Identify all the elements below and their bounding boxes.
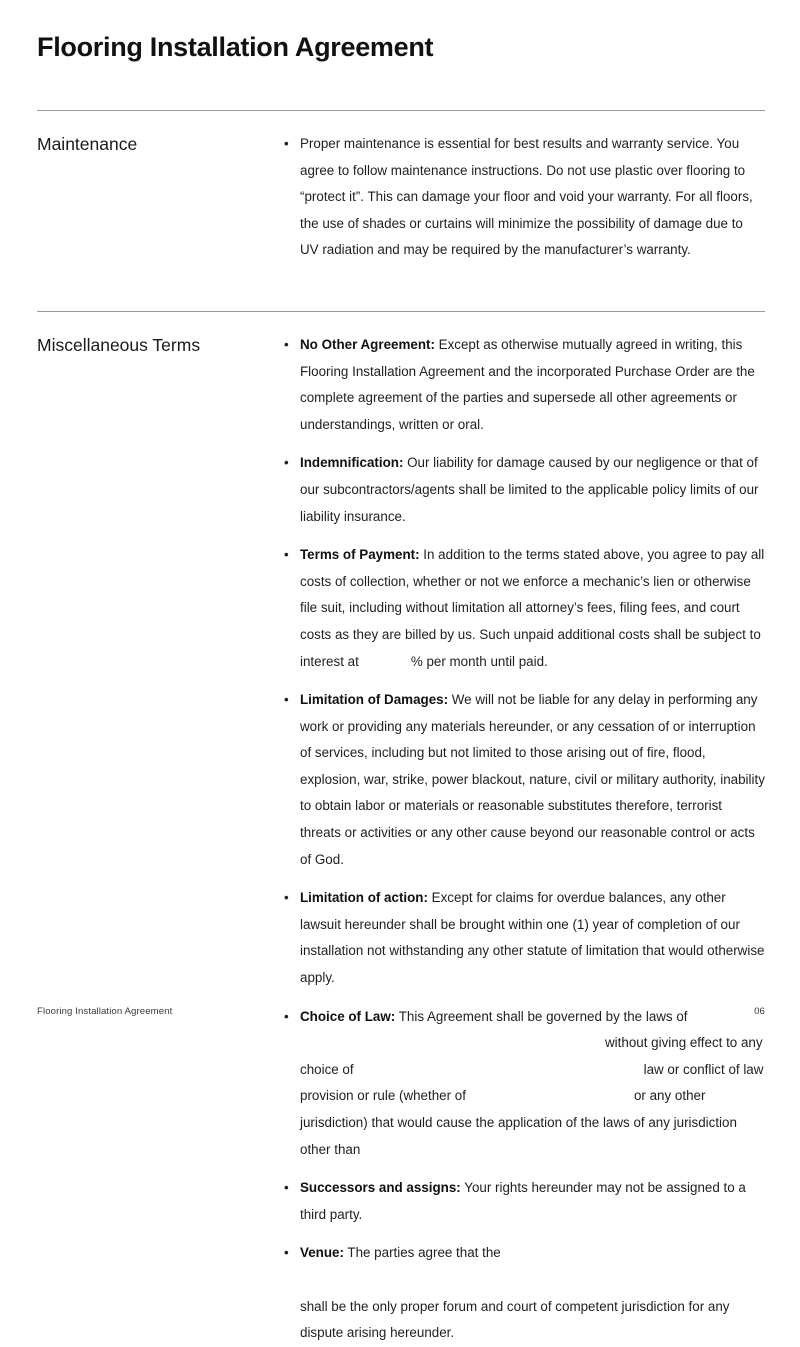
bullet-text: Our liability for damage caused by our negligence or that of our subcontractors/agents shall be limited to the applicable policy limits of our liability insurance. [300, 455, 763, 524]
bullet-text-line-2: without giving effect to any choice of [300, 1035, 767, 1077]
bullet-text-tail: % per month until paid. [410, 653, 548, 669]
footer-page-number: 06 [754, 1006, 765, 1017]
list-item-terms-of-payment [283, 542, 768, 675]
bullet-dot-icon: • [284, 1180, 289, 1196]
bullet-text: Except for claims for overdue balances, any other lawsuit hereunder shall be brought within one (1) year of completion of our installation not withstanding any other statute of limitation that would otherwise apply. [300, 890, 769, 986]
list-item-indemnification [283, 450, 765, 530]
bullet-dot-icon: • [284, 890, 289, 906]
bullet-text-line-3: law or conflict of law provision or rule (whether of [300, 1061, 768, 1104]
section-heading-maintenance: Maintenance [37, 134, 138, 154]
section-maintenance [37, 110, 765, 264]
document-content [37, 110, 769, 1347]
bullet-term: Indemnification: [300, 455, 404, 471]
section-body [37, 312, 769, 1347]
bullet-text-line-1: The parties agree that the [343, 1245, 501, 1261]
list-item-no-other-agreement [283, 332, 765, 438]
list-item-successors-and-assigns [283, 1175, 765, 1228]
bullet-term: Limitation of Damages: [300, 692, 449, 708]
list-item-limitation-of-damages [283, 687, 769, 873]
bullet-dot-icon: • [284, 336, 289, 352]
bullet-text: We will not be liable for any delay in performing any work or providing any materials hereunder, or any cessation of or interruption of services, including but not limited to those arising out of fire, flood, explosion, war, strike, power blackout, nature, civil or military authority, inability to obtain labor or materials or reasonable substitutes therefore, terrorist threats or activities or any other cause beyond our reasonable control or acts of God. [300, 692, 769, 867]
list-item-choice-of-law [283, 1004, 768, 1164]
bullet-text: Proper maintenance is essential for best results and warranty service. You agree to follow maintenance instructions. Do not use plastic over flooring to “protect it”. This can damage your floor and void your warranty. For all floors, the use of shades or curtains will minimize the possibility of damage due to UV radiation and may be required by the manufacturer’s warranty. [300, 136, 757, 258]
bullet-text-line-1: This Agreement shall be governed by the laws of [395, 1008, 688, 1024]
bullet-term: Choice of Law: [300, 1008, 396, 1024]
bullet-dot-icon: • [284, 547, 289, 563]
footer-document-label: Flooring Installation Agreement [37, 1006, 173, 1017]
bullet-list-miscellaneous-terms [283, 332, 769, 1347]
section-heading-miscellaneous-terms: Miscellaneous Terms [37, 334, 201, 355]
bullet-text-line-2: shall be the only proper forum and court of competent jurisdiction for any dispute arising hereunder. [300, 1298, 734, 1341]
bullet-term: Venue: [300, 1245, 344, 1261]
bullet-term: Successors and assigns: [300, 1180, 461, 1196]
bullet-dot-icon: • [284, 455, 289, 471]
bullet-dot-icon: • [284, 136, 289, 151]
list-item [283, 131, 765, 264]
bullet-term: No Other Agreement: [300, 336, 435, 352]
bullet-term: Terms of Payment: [300, 547, 420, 563]
list-item-limitation-of-action [283, 885, 769, 991]
bullet-dot-icon: • [284, 692, 289, 708]
section-body [37, 111, 765, 264]
list-item-venue [283, 1240, 765, 1346]
section-miscellaneous-terms [37, 311, 769, 1347]
bullet-dot-icon: • [284, 1245, 289, 1261]
bullet-dot-icon: • [284, 1008, 289, 1024]
page-title: Flooring Installation Agreement [37, 32, 434, 62]
bullet-text: In addition to the terms stated above, you agree to pay all costs of collection, whether or not we enforce a mechanic’s lien or otherwise file suit, including without limitation all attorney’s fees, filing fees, and court costs as they are billed by us. Such unpaid additional costs shall be subject to interest at [300, 547, 768, 669]
venue-court-blank-field[interactable] [300, 1267, 765, 1294]
bullet-term: Limitation of action: [300, 890, 428, 906]
bullet-text: Except as otherwise mutually agreed in writing, this Flooring Installation Agreement and the incorporated Purchase Order are the complete agreement of the parties and supersede all other agreements or understandings, written or oral. [300, 336, 759, 432]
bullet-list-maintenance [283, 131, 765, 264]
bullet-text: Your rights hereunder may not be assigned to a third party. [300, 1180, 750, 1222]
page-footer [37, 1006, 765, 1017]
bullet-text-line-4: or any other jurisdiction) that would cause the application of the laws of any jurisdiction other than [300, 1088, 741, 1157]
